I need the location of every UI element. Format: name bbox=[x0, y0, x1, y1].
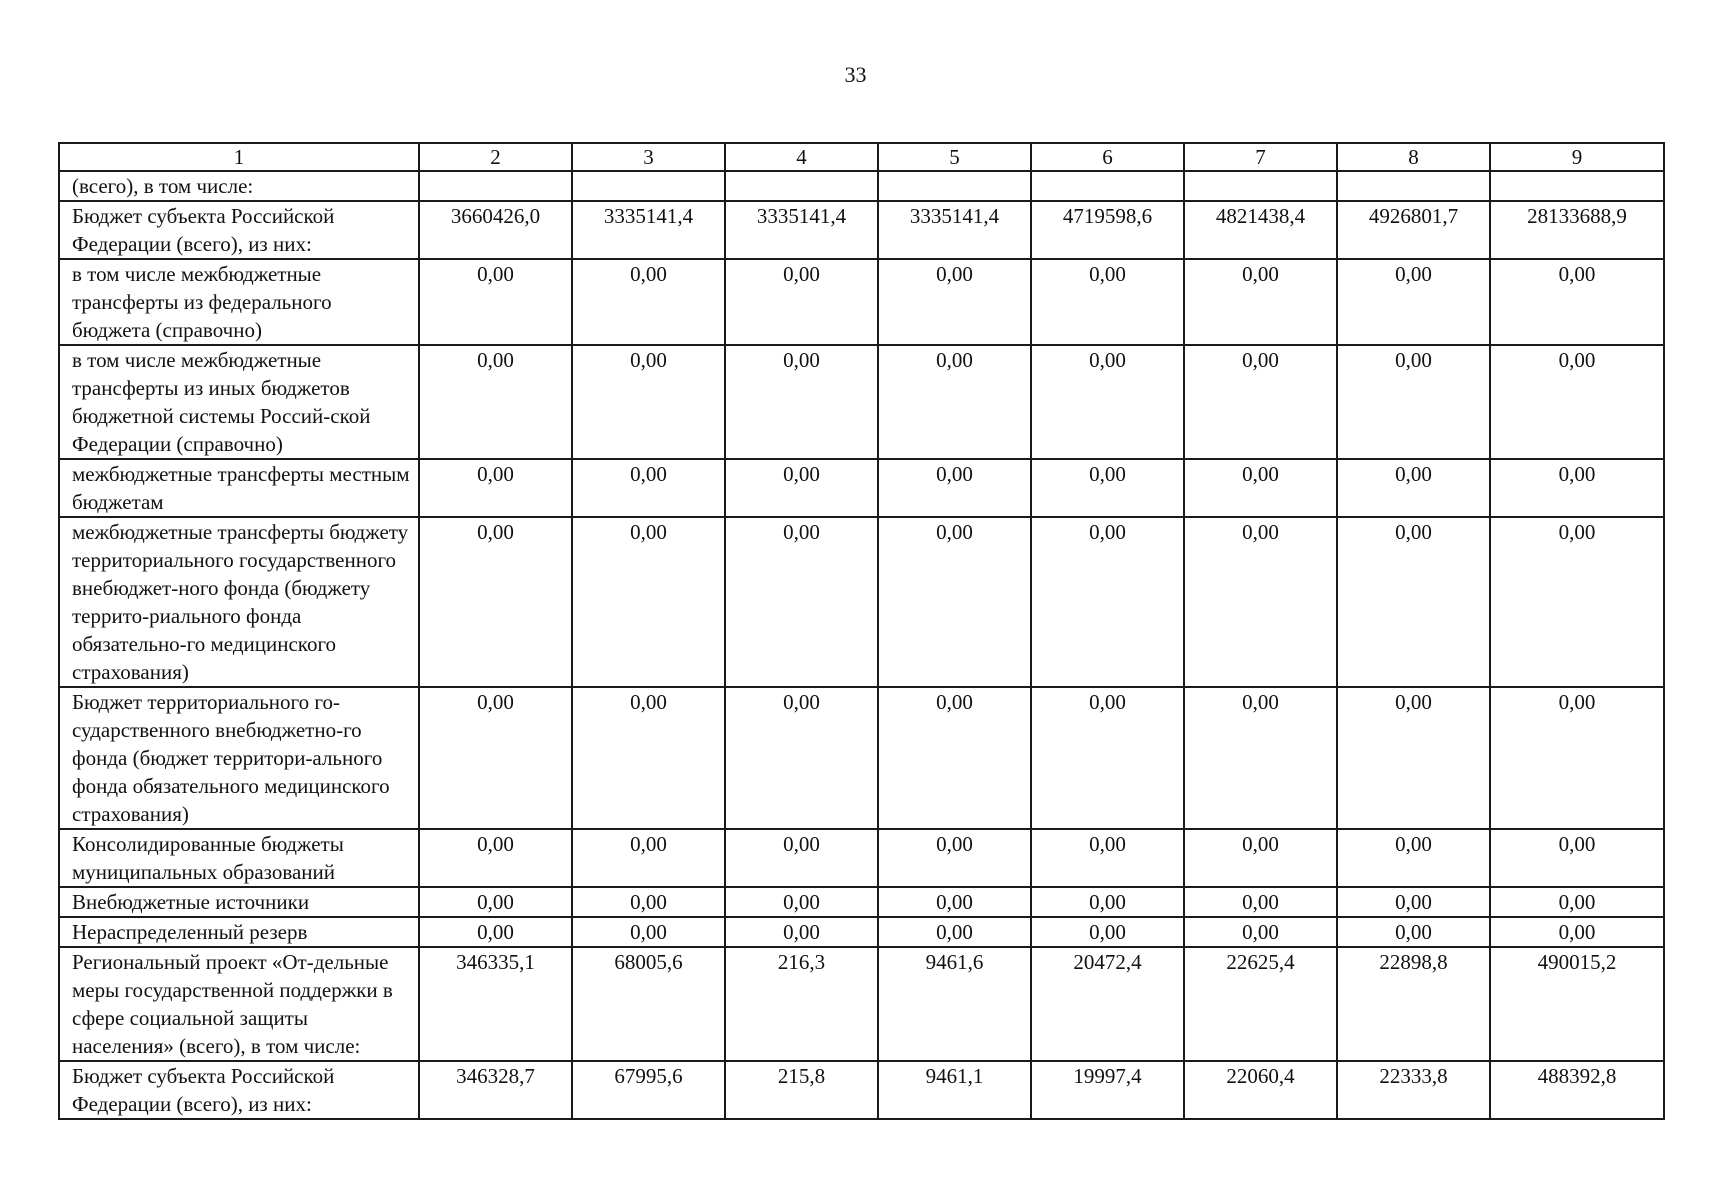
table-row bbox=[59, 887, 1664, 917]
table-cell: 9461,6 bbox=[878, 947, 1031, 1061]
table-cell: 22898,8 bbox=[1337, 947, 1490, 1061]
table-cell bbox=[1490, 171, 1664, 201]
row-label: в том числе межбюджетные трансферты из федерального бюджета (справочно) bbox=[59, 259, 419, 345]
column-header-7: 7 bbox=[1184, 143, 1337, 171]
table-row bbox=[59, 171, 1664, 201]
table-cell: 0,00 bbox=[725, 345, 878, 459]
table-cell: 0,00 bbox=[725, 517, 878, 687]
table-cell: 0,00 bbox=[725, 917, 878, 947]
table-cell: 0,00 bbox=[572, 517, 725, 687]
table-cell: 0,00 bbox=[1490, 259, 1664, 345]
table-cell: 0,00 bbox=[1337, 345, 1490, 459]
table-cell: 0,00 bbox=[1184, 917, 1337, 947]
table-cell: 20472,4 bbox=[1031, 947, 1184, 1061]
table-cell: 0,00 bbox=[419, 459, 572, 517]
table-cell: 0,00 bbox=[1031, 917, 1184, 947]
table-cell: 0,00 bbox=[1490, 887, 1664, 917]
row-label: межбюджетные трансферты местным бюджетам bbox=[59, 459, 419, 517]
table-cell bbox=[1031, 171, 1184, 201]
table-cell: 0,00 bbox=[1184, 687, 1337, 829]
table-cell bbox=[725, 171, 878, 201]
table-cell: 22625,4 bbox=[1184, 947, 1337, 1061]
table-cell bbox=[572, 171, 725, 201]
table-cell: 0,00 bbox=[572, 887, 725, 917]
table-cell: 0,00 bbox=[1337, 259, 1490, 345]
table-cell: 0,00 bbox=[1184, 259, 1337, 345]
table-cell: 215,8 bbox=[725, 1061, 878, 1119]
row-label: (всего), в том числе: bbox=[59, 171, 419, 201]
table-cell: 28133688,9 bbox=[1490, 201, 1664, 259]
table-cell: 0,00 bbox=[1031, 829, 1184, 887]
table-cell: 0,00 bbox=[1337, 517, 1490, 687]
table-cell: 3660426,0 bbox=[419, 201, 572, 259]
table-cell: 9461,1 bbox=[878, 1061, 1031, 1119]
table-cell: 3335141,4 bbox=[725, 201, 878, 259]
column-header-9: 9 bbox=[1490, 143, 1664, 171]
table-row bbox=[59, 201, 1664, 259]
column-header-3: 3 bbox=[572, 143, 725, 171]
row-label: Бюджет субъекта Российской Федерации (всего), из них: bbox=[59, 1061, 419, 1119]
table-cell: 346328,7 bbox=[419, 1061, 572, 1119]
table-cell: 0,00 bbox=[878, 917, 1031, 947]
table-cell: 0,00 bbox=[878, 517, 1031, 687]
table-cell: 0,00 bbox=[1337, 829, 1490, 887]
row-label: Бюджет субъекта Российской Федерации (всего), из них: bbox=[59, 201, 419, 259]
row-label: Консолидированные бюджеты муниципальных образований bbox=[59, 829, 419, 887]
table-cell: 0,00 bbox=[1184, 459, 1337, 517]
table-cell: 0,00 bbox=[419, 259, 572, 345]
table-cell: 0,00 bbox=[878, 345, 1031, 459]
page-number: 33 bbox=[844, 62, 867, 87]
table-row bbox=[59, 947, 1664, 1061]
table-cell: 0,00 bbox=[1490, 829, 1664, 887]
table-cell: 3335141,4 bbox=[878, 201, 1031, 259]
table-cell: 0,00 bbox=[725, 459, 878, 517]
table-cell: 0,00 bbox=[419, 517, 572, 687]
table-cell bbox=[878, 171, 1031, 201]
column-header-8: 8 bbox=[1337, 143, 1490, 171]
column-header-1: 1 bbox=[59, 143, 419, 171]
table-cell: 0,00 bbox=[878, 459, 1031, 517]
table-cell: 0,00 bbox=[1337, 459, 1490, 517]
table-row bbox=[59, 459, 1664, 517]
table-cell: 0,00 bbox=[419, 345, 572, 459]
table-cell: 0,00 bbox=[725, 887, 878, 917]
row-label: межбюджетные трансферты бюджету территориального государственного внебюджет-ного фонда (бюджету террито-риального фонда обязательно-го медицинского страхования) bbox=[59, 517, 419, 687]
table-row bbox=[59, 917, 1664, 947]
table-cell: 4719598,6 bbox=[1031, 201, 1184, 259]
header-row bbox=[59, 143, 1664, 171]
table-cell: 0,00 bbox=[572, 687, 725, 829]
table-row bbox=[59, 345, 1664, 459]
table-cell: 488392,8 bbox=[1490, 1061, 1664, 1119]
table-cell: 0,00 bbox=[1490, 687, 1664, 829]
table-row bbox=[59, 687, 1664, 829]
table-cell: 0,00 bbox=[572, 829, 725, 887]
table-cell: 0,00 bbox=[572, 345, 725, 459]
row-label: Региональный проект «От-дельные меры государственной поддержки в сфере социальной защиты населения» (всего), в том числе: bbox=[59, 947, 419, 1061]
table-cell: 0,00 bbox=[1031, 259, 1184, 345]
table-cell: 0,00 bbox=[1184, 517, 1337, 687]
table-row bbox=[59, 1061, 1664, 1119]
table-cell: 0,00 bbox=[878, 829, 1031, 887]
table-cell: 0,00 bbox=[1337, 687, 1490, 829]
table-cell: 0,00 bbox=[1031, 459, 1184, 517]
table-cell: 0,00 bbox=[1031, 687, 1184, 829]
table-cell: 4821438,4 bbox=[1184, 201, 1337, 259]
table-cell: 0,00 bbox=[1490, 345, 1664, 459]
table-cell: 0,00 bbox=[1490, 517, 1664, 687]
table-cell: 0,00 bbox=[419, 917, 572, 947]
table-cell: 0,00 bbox=[1184, 887, 1337, 917]
table-cell: 0,00 bbox=[1184, 829, 1337, 887]
table-cell bbox=[1184, 171, 1337, 201]
table-cell: 0,00 bbox=[572, 917, 725, 947]
table-cell: 22333,8 bbox=[1337, 1061, 1490, 1119]
table-cell: 3335141,4 bbox=[572, 201, 725, 259]
table-cell: 0,00 bbox=[725, 687, 878, 829]
table-cell bbox=[419, 171, 572, 201]
table-cell: 0,00 bbox=[1337, 887, 1490, 917]
table-cell: 0,00 bbox=[878, 887, 1031, 917]
column-header-4: 4 bbox=[725, 143, 878, 171]
budget-table bbox=[58, 142, 1665, 1120]
table-cell: 0,00 bbox=[419, 829, 572, 887]
table-row bbox=[59, 259, 1664, 345]
table-cell: 0,00 bbox=[1184, 345, 1337, 459]
table-cell: 0,00 bbox=[419, 687, 572, 829]
table-cell: 68005,6 bbox=[572, 947, 725, 1061]
table-cell: 0,00 bbox=[725, 829, 878, 887]
table-cell: 216,3 bbox=[725, 947, 878, 1061]
row-label: Внебюджетные источники bbox=[59, 887, 419, 917]
column-header-6: 6 bbox=[1031, 143, 1184, 171]
table-cell: 0,00 bbox=[1490, 917, 1664, 947]
table-cell: 22060,4 bbox=[1184, 1061, 1337, 1119]
table-row bbox=[59, 517, 1664, 687]
table-cell: 19997,4 bbox=[1031, 1061, 1184, 1119]
table-cell bbox=[1337, 171, 1490, 201]
table-cell: 0,00 bbox=[878, 259, 1031, 345]
table-cell: 4926801,7 bbox=[1337, 201, 1490, 259]
table-cell: 0,00 bbox=[572, 459, 725, 517]
table-cell: 346335,1 bbox=[419, 947, 572, 1061]
table-cell: 0,00 bbox=[1031, 517, 1184, 687]
table-cell: 0,00 bbox=[1490, 459, 1664, 517]
table-cell: 0,00 bbox=[419, 887, 572, 917]
table-cell: 490015,2 bbox=[1490, 947, 1664, 1061]
table-row bbox=[59, 829, 1664, 887]
column-header-5: 5 bbox=[878, 143, 1031, 171]
row-label: в том числе межбюджетные трансферты из иных бюджетов бюджетной системы Россий-ской Федерации (справочно) bbox=[59, 345, 419, 459]
row-label: Бюджет территориального го-сударственного внебюджетно-го фонда (бюджет территори-ального фонда обязательного медицинского страхования) bbox=[59, 687, 419, 829]
table-cell: 0,00 bbox=[1031, 887, 1184, 917]
column-header-2: 2 bbox=[419, 143, 572, 171]
row-label: Нераспределенный резерв bbox=[59, 917, 419, 947]
table-cell: 67995,6 bbox=[572, 1061, 725, 1119]
table-cell: 0,00 bbox=[1337, 917, 1490, 947]
table-cell: 0,00 bbox=[878, 687, 1031, 829]
table-cell: 0,00 bbox=[1031, 345, 1184, 459]
table-cell: 0,00 bbox=[572, 259, 725, 345]
table-cell: 0,00 bbox=[725, 259, 878, 345]
